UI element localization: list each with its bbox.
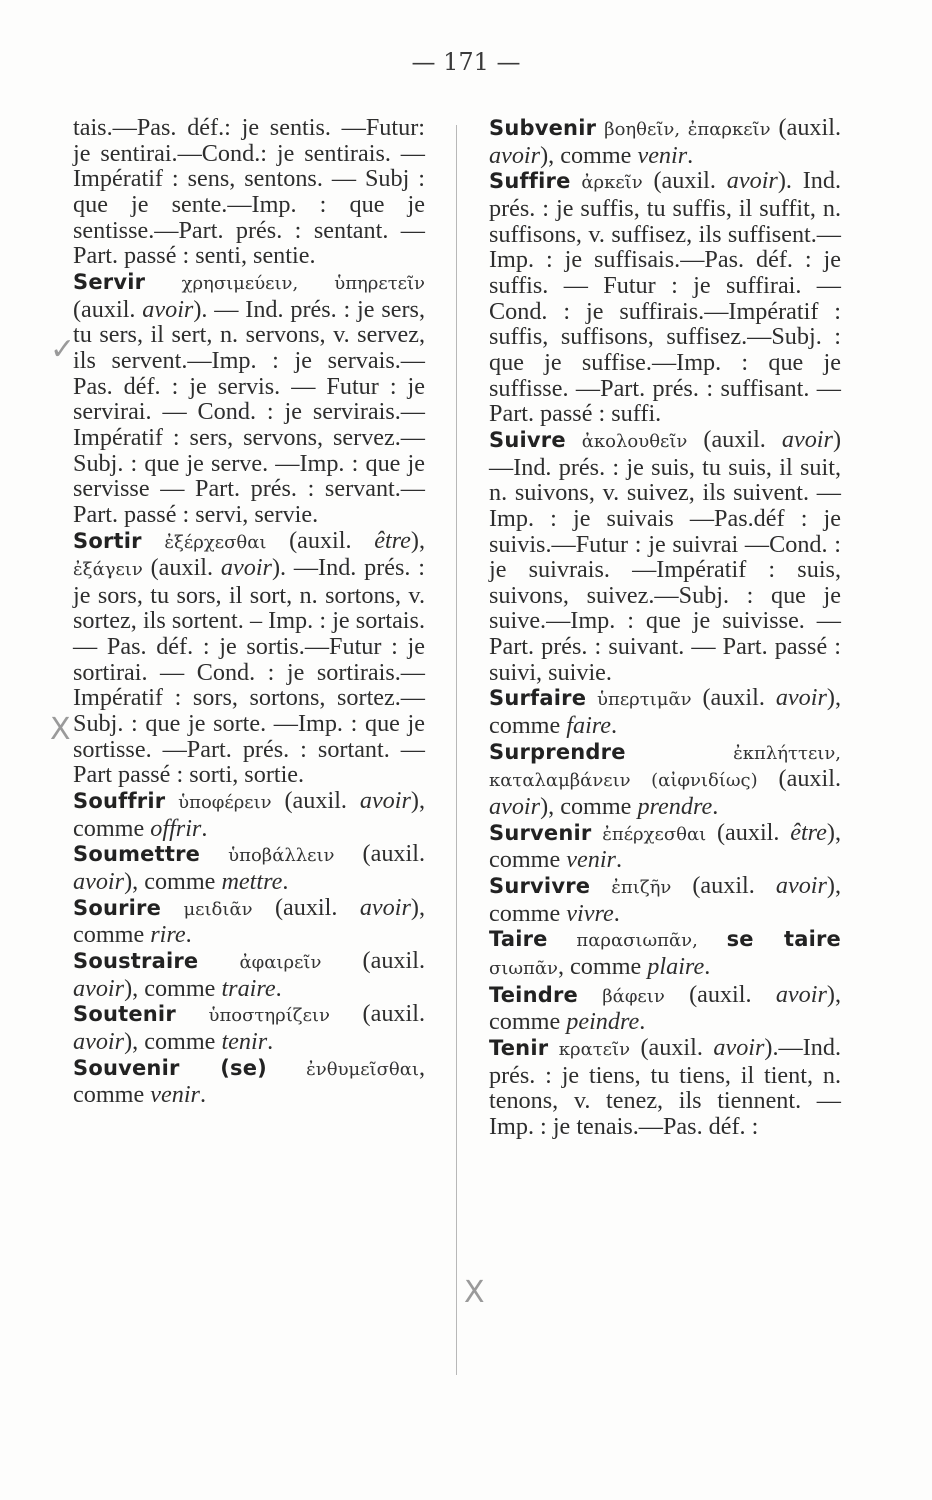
greek-survenir: ἐπέρχεσθαι [602,823,707,845]
entry-sortir: Sortir ἐξέρχεσθαι (auxil. être), ἐξάγειν (auxil. avoir). —Ind. prés. : je sors, tu sors, il sort, n. sortons, v. sortez, ils sortent. – Imp. : je sortais. — Pas. déf. : je sortis.—Futur : je sortirai. — Cond. : je sortirais.—Impératif : sors, sortons, sortez.—Subj. : que je sorte. —Imp. : que je sortisse. —Part. prés. : sortant. — Part passé : sorti, sortie. [73,526,426,789]
entry-suivre: Suivre ἀκολουθεῖν (auxil. avoir) —Ind. prés. : je suis, tu suis, il suit, n. suivons, v. suivez, ils suivent. — Imp. : je suivais —Pas.déf : je suivis.—Futur : je suivrai —Cond. : je suivrais. —Impératif : suis, suivons, suivez.—Subj. : que je suive.—Imp. : que je suivisse. —Part. prés. : suivant. — Part. passé : suivi, suivie. [489,425,841,686]
entry-survivre: Survivre ἐπιζῆν (auxil. avoir), comme vivre. [489,872,842,927]
headword-surfaire: Surfaire [489,686,587,711]
greek-suffire: ἀρκεῖν [581,172,643,194]
greek-taire: παρασιωπᾶν, [576,930,698,952]
greek-teindre: βάφειν [602,985,665,1007]
headword-soustraire: Soustraire [73,949,199,973]
headword-soutenir: Soutenir [73,1002,176,1027]
entry-sourire: Sourire μειδιᾶν (auxil. avoir), comme rire. [73,893,425,949]
greek-sortir: ἐξέρχεσθαι [164,531,267,553]
entry-soustraire: Soustraire ἀφαιρεῖν (auxil. avoir), comme traire. [73,947,426,1002]
headword-survivre: Survivre [489,874,591,899]
headword-servir: Servir [73,269,146,294]
pencil-cross-mark-tenir: X [464,1275,485,1310]
greek-tenir: κρατεῖν [558,1038,631,1060]
greek-survivre: ἐπιζῆν [611,877,672,899]
greek-soutenir: ὑποστηρίζειν [208,1005,330,1027]
headword-taire: Taire [489,927,548,952]
headword-suffire: Suffire [489,169,571,194]
entry-tenir: Tenir κρατεῖν (auxil. avoir).—Ind. prés. : je tiens, tu tiens, il tient, n. tenons, v. tenez, ils tiennent. — Imp. : je tenais.—Pas. déf. : [489,1033,841,1140]
greek-soustraire: ἀφαιρεῖν [239,952,322,973]
entry-subvenir: Subvenir βοηθεῖν, ἐπαρκεῖν (auxil. avoir), comme venir. [489,114,842,169]
greek-suivre: ἀκολουθεῖν [581,430,688,452]
greek-souffrir: ὑποφέρειν [178,792,272,814]
headword-sortir: Sortir [73,528,142,553]
entry-soumettre: Soumettre ὑποβάλλειν (auxil. avoir), comme mettre. [73,840,426,896]
greek-sourire: μειδιᾶν [183,898,253,920]
entry-surfaire: Surfaire ὑπερτιμᾶν (auxil. avoir), comme faire. [489,684,841,740]
entry-survenir: Survenir ἐπέρχεσθαι (auxil. être), comme venir. [489,818,842,874]
entry-sentir-continuation: tais.—Pas. déf.: je sentis. —Futur: je sentirai.—Cond.: je sentirais. — Impératif : sens, sentons. — Subj : que je sente.—Imp. : que je sentisse.—Part. prés. : sentant. —Part. passé : senti, sentie. [73,114,425,270]
headword-subvenir: Subvenir [489,116,597,140]
headword-souffrir: Souffrir [73,789,166,814]
headword-se-taire: se taire [726,927,841,952]
greek-souvenir: ἐνθυμεῖσθαι [306,1058,419,1080]
headword-soumettre: Soumettre [73,842,201,867]
left-column [73,115,425,1108]
headword-survenir: Survenir [489,820,592,845]
column-divider [456,125,457,1375]
greek-soumettre: ὑποβάλλειν [228,845,335,867]
greek-surprendre: ἐκπλήττειν, καταλαμβάνειν (αἰφνιδίως) [489,742,841,792]
entry-soutenir: Soutenir ὑποστηρίζειν (auxil. avoir), comme tenir. [73,1000,425,1055]
page-number: — 171 — [411,48,521,76]
entry-servir: Servir χρησιμεύειν, ὑπηρετεῖν (auxil. avoir). — Ind. prés. : je sers, tu sers, il sert, n. servons, v. servez, ils servent.—Imp. : je servais.—Pas. déf. : je servis. — Futur : je servirai. — Cond. : je servirais.—Impératif : sers, servons, servez.—Subj. : que je serve. —Imp. : que je servisse — Part. prés. : servant.— Part. passé : servi, servie. [73,269,425,528]
entry-suffire: Suffire ἀρκεῖν (auxil. avoir). Ind. prés. : je suffis, tu suffis, il suffit, n. suffisons, v. suffisez, ils suffisent.—Imp. : je suffisais.—Pas. déf. : je suffis. — Futur : je suffirai. — Cond. : je suffirais.—Impératif : suffis, suffisons, suffisez.—Subj. : que je suffise.—Imp. : que je suffisse. —Part. prés. : suffisant. — Part. passé : suffi. [489,167,842,428]
entry-souffrir: Souffrir ὑποφέρειν (auxil. avoir), comme offrir. [73,787,426,842]
entry-taire: Taire παρασιωπᾶν, se taire σιωπᾶν, comme plaire. [489,927,841,980]
headword-suivre: Suivre [489,427,566,452]
entry-souvenir: Souvenir (se) ἐνθυμεῖσθαι, comme venir. [73,1053,425,1109]
pencil-check-mark-servir: ✓ [50,332,76,367]
greek-se-taire: σιωπᾶν [489,958,558,979]
entry-surprendre: Surprendre ἐκπλήττειν, καταλαμβάνειν (αἰφνιδίως) (auxil. avoir), comme prendre. [489,739,841,821]
greek-servir: χρησιμεύειν, ὑπηρετεῖν [181,272,425,294]
headword-souvenir: Souvenir (se) [73,1055,267,1080]
headword-teindre: Teindre [489,982,578,1007]
right-column [489,115,841,1140]
greek-subvenir: βοηθεῖν, ἐπαρκεῖν [604,119,771,140]
headword-sourire: Sourire [73,895,162,920]
greek-surfaire: ὑπερτιμᾶν [597,689,692,711]
pencil-cross-mark-sortir: X [50,712,71,747]
headword-surprendre: Surprendre [489,739,626,764]
entry-teindre: Teindre βάφειν (auxil. avoir), comme peindre. [489,980,841,1036]
headword-tenir: Tenir [489,1035,549,1060]
